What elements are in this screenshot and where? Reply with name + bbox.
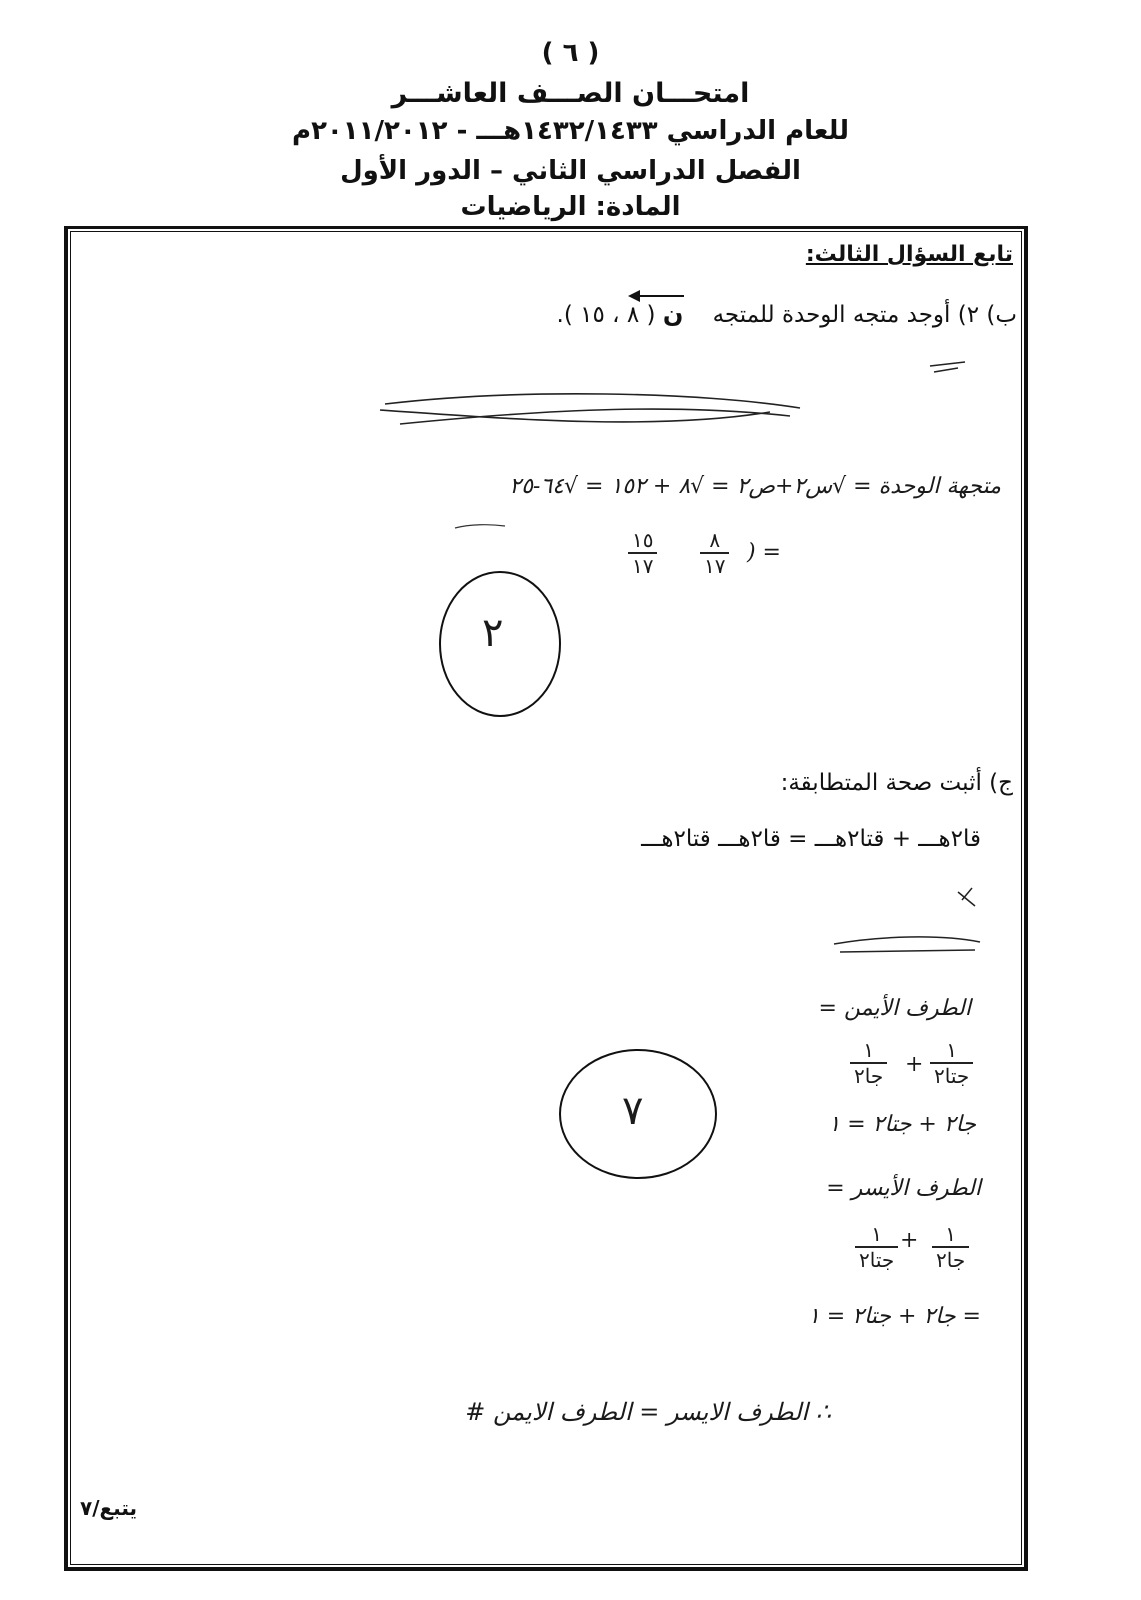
vector-components: ( ٨ ، ١٥ ). [556,302,656,328]
fraction-sec-num: ١ [850,1038,887,1064]
fraction-csc-den: جتا٢ [934,1064,970,1088]
grade-mark-2: ٧ [622,1088,644,1134]
handwritten-conclusion: ∴ الطرف الايسر = الطرف الايمن # [465,1398,831,1426]
fraction-1-den: ١٧ [704,554,726,578]
scribble-small-2 [958,888,975,906]
page-number: ( ٦ ) [541,38,600,68]
grade-circle-1 [440,572,560,716]
fraction-1-num: ٨ [700,528,729,554]
fraction-2-den: ١٧ [632,554,654,578]
scribble-strikeout-2 [834,937,980,952]
fraction-sec-den: جا٢ [854,1064,884,1088]
vector-symbol: ن [662,300,684,328]
scribble-dash [455,525,505,528]
scribble-small-1 [930,362,965,372]
part-b-prefix: ب) ٢) أوجد متجه الوحدة للمتجه [712,302,1017,328]
vector-arrowhead-icon [628,290,640,302]
exam-term: الفصل الدراسي الثاني – الدور الأول [340,156,801,186]
plus-sign: + [905,1052,924,1077]
fraction-2-num: ١٥ [628,528,657,554]
handwritten-magnitude: متجهة الوحدة = √س٢+ص٢ = √٨ + ١٥٢ = √٦٤-٢٥ [509,474,1001,499]
fraction-csc-2-den: جا٢ [936,1248,966,1272]
handwritten-identity-sum: جا٢ + جتا٢ = ١ [828,1112,976,1137]
handwritten-unit-prefix: = ( [746,540,781,565]
exam-title: امتحـــان الصـــف العاشـــر [391,78,750,109]
exam-subject: المادة: الرياضيات [460,192,681,222]
handwritten-right-side: الطرف الأيسر = [826,1176,981,1201]
handwritten-left-side: الطرف الأيمن = [818,996,971,1021]
fraction-sec-2-den: جتا٢ [859,1248,895,1272]
fraction-csc-2-num: ١ [932,1222,969,1248]
identity-statement: قا٢هـــ + قتا٢هـــ = قا٢هـــ قتا٢هـــ [641,826,981,852]
grade-mark-1: ٢ [482,610,504,656]
handwritten-identity-sum-2: = جا٢ + جتا٢ = ١ [807,1304,981,1329]
academic-year: للعام الدراسي ١٤٣٢/١٤٣٣هـــ - ٢٠١١/٢٠١٢م [292,116,849,146]
continue-footer: يتبع/٧ [80,1496,138,1520]
question-heading: تابع السؤال الثالث: [805,242,1013,267]
plus-sign-2: + [900,1228,919,1253]
scribble-strikeout-1 [380,394,800,424]
grade-circle-2 [560,1050,716,1178]
fraction-csc-num: ١ [930,1038,973,1064]
question-part-j: ج) أثبت صحة المتطابقة: [780,770,1013,796]
fraction-sec-2-num: ١ [855,1222,898,1248]
